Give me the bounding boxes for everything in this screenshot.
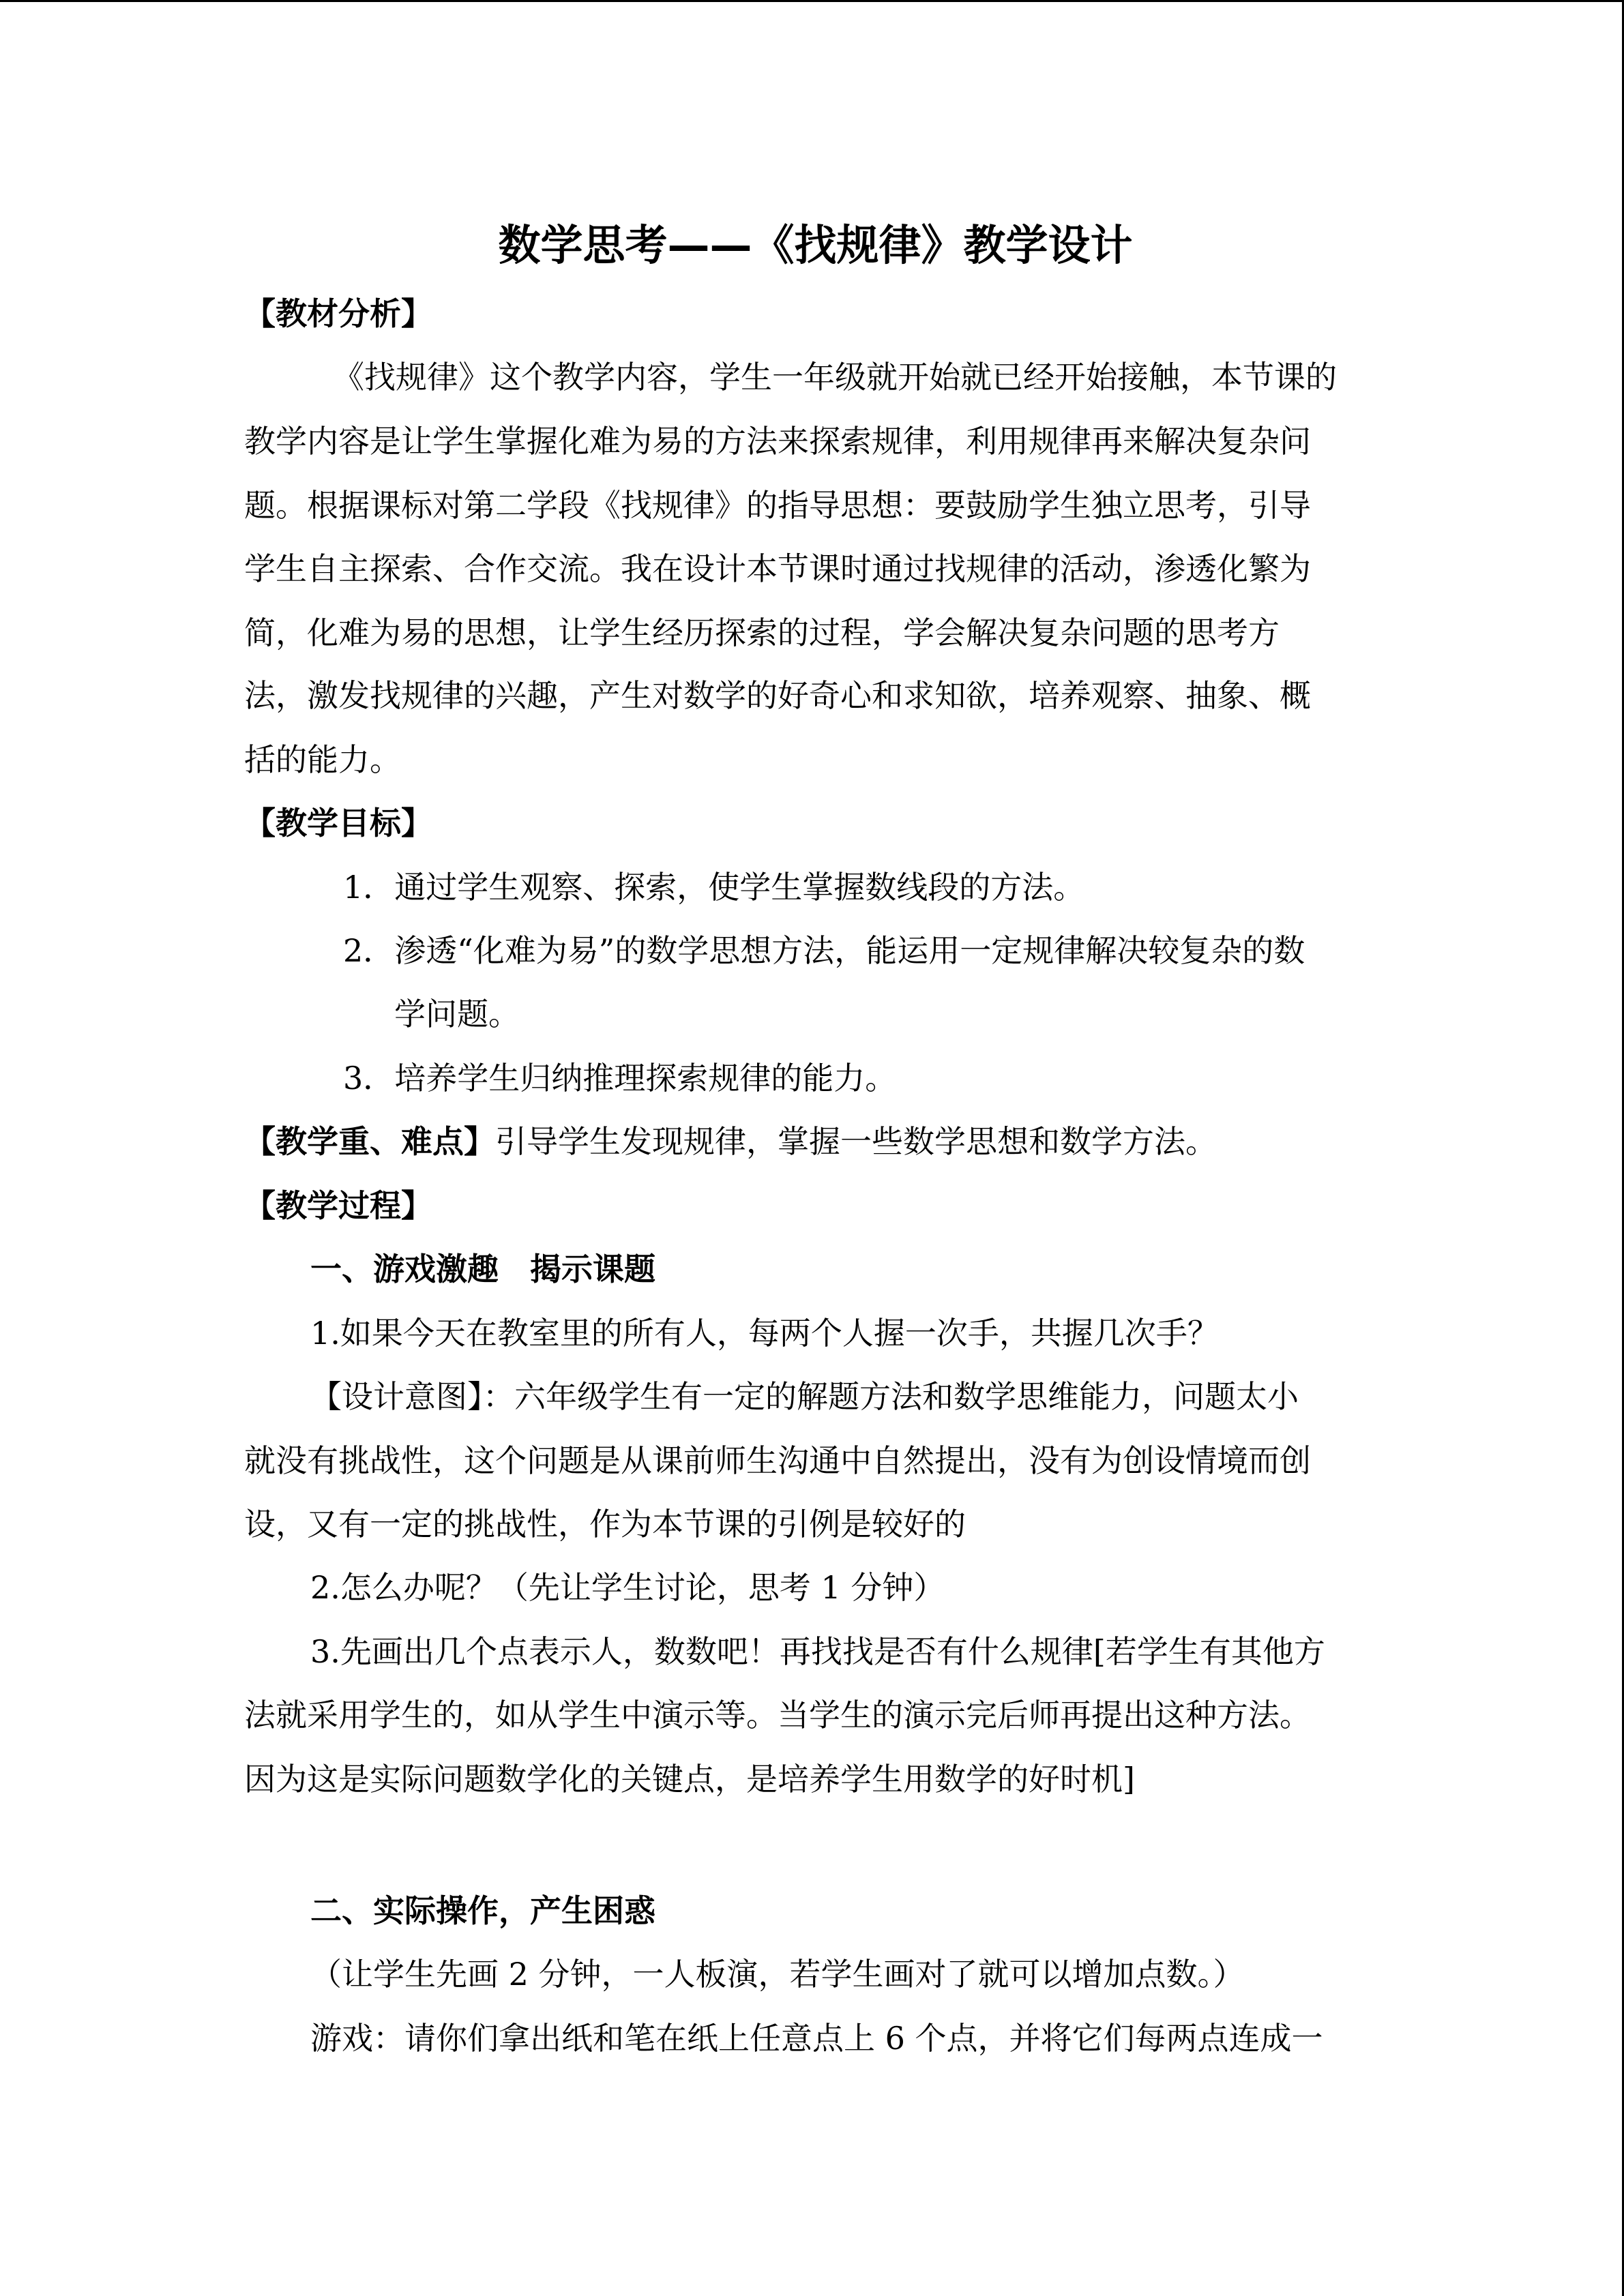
heading-teaching-goals: 【教学目标】 (244, 805, 432, 841)
keypoints-line (244, 1121, 1624, 1162)
paragraph-line: 简，化难为易的思想，让学生经历探索的过程，学会解决复杂问题的思考方 (244, 614, 1280, 651)
heading-key-difficult-points: 【教学重、难点】 (244, 1123, 495, 1160)
process-line: 设，又有一定的挑战性，作为本节课的引例是较好的 (244, 1506, 966, 1542)
heading-material-analysis: 【教材分析】 (244, 295, 432, 332)
paragraph-line: 括的能力。 (244, 741, 401, 778)
goal-item-1: 1．通过学生观察、探索，使学生掌握数线段的方法。 (343, 869, 1085, 906)
document-title: 数学思考——《找规律》教学设计 (498, 220, 1133, 270)
process-line: 游戏：请你们拿出纸和笔在纸上任意点上 6 个点，并将它们每两点连成一 (310, 2020, 1323, 2057)
process-line: 1.如果今天在教室里的所有人，每两个人握一次手，共握几次手？ (310, 1315, 1219, 1352)
paragraph-line: 学生自主探索、合作交流。我在设计本节课时通过找规律的活动，渗透化繁为 (244, 550, 1311, 587)
process-line: 【设计意图】：六年级学生有一定的解题方法和数学思维能力，问题太小 (310, 1378, 1299, 1415)
goal-item-2: 2．渗透“化难为易”的数学思想方法，能运用一定规律解决较复杂的数 (343, 932, 1305, 969)
paragraph-line: 《找规律》这个教学内容，学生一年级就开始就已经开始接触，本节课的 (333, 359, 1337, 396)
goal-item-3: 3．培养学生归纳推理探索规律的能力。 (343, 1060, 897, 1097)
process-line: 2.怎么办呢？（先让学生讨论，思考 1 分钟） (310, 1569, 945, 1606)
paragraph-line: 教学内容是让学生掌握化难为易的方法来探索规律，利用规律再来解决复杂问 (244, 423, 1311, 460)
process-line: 法就采用学生的，如从学生中演示等。当学生的演示完后师再提出这种方法。 (244, 1697, 1311, 1733)
process-line: 就没有挑战性，这个问题是从课前师生沟通中自然提出，没有为创设情境而创 (244, 1442, 1311, 1479)
subheading-game: 一、游戏激趣 揭示课题 (310, 1251, 655, 1287)
page-border-top (0, 0, 1624, 2)
process-line: 因为这是实际问题数学化的关键点，是培养学生用数学的好时机] (244, 1761, 1135, 1798)
keypoints-text: 引导学生发现规律，掌握一些数学思想和数学方法。 (495, 1123, 1217, 1160)
goal-item-2-cont: 学问题。 (394, 996, 520, 1032)
process-line: 3.先画出几个点表示人，数数吧！再找找是否有什么规律[若学生有其他方 (310, 1633, 1325, 1670)
heading-teaching-process: 【教学过程】 (244, 1187, 432, 1224)
process-line: （让学生先画 2 分钟，一人板演，若学生画对了就可以增加点数。） (310, 1956, 1245, 1993)
paragraph-line: 法，激发找规律的兴趣，产生对数学的好奇心和求知欲，培养观察、抽象、概 (244, 677, 1311, 714)
subheading-operation: 二、实际操作，产生困惑 (310, 1892, 655, 1929)
paragraph-line: 题。根据课标对第二学段《找规律》的指导思想：要鼓励学生独立思考，引导 (244, 487, 1311, 524)
